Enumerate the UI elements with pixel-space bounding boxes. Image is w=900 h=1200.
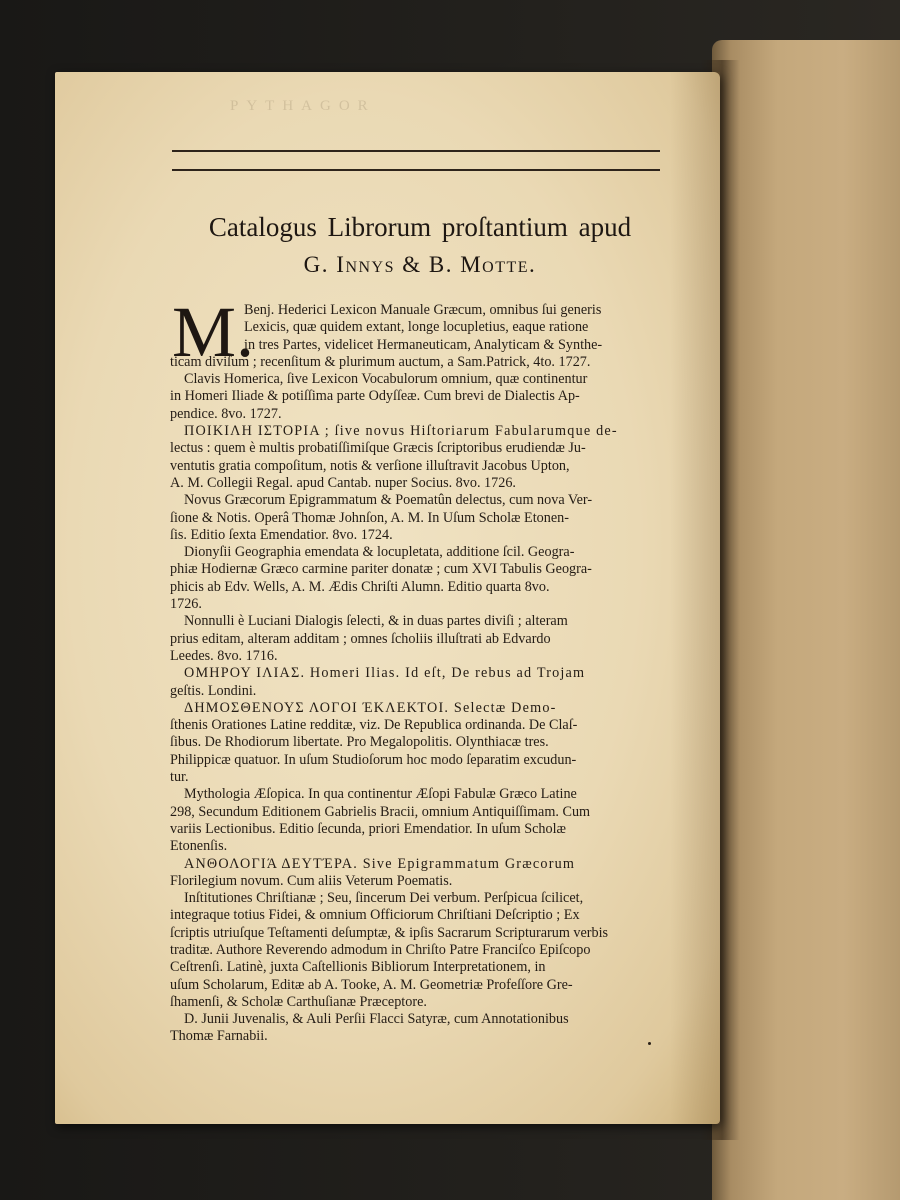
ink-speck — [648, 1042, 651, 1045]
catalogue-line: geſtis. Londini. — [170, 682, 257, 699]
catalogue-line: ΠΟΙΚΙΛΗ ΙΣΤΟΡΙΑ ; ſive novus Hiſtoriarum Fabularumque de- — [184, 423, 618, 440]
catalogue-line: 298, Secundum Editionem Gabrielis Bracii, omnium Antiquiſſimam. Cum — [170, 803, 591, 820]
catalogue-line: Novus Græcorum Epigrammatum & Poematûn delectus, cum nova Ver- — [184, 492, 593, 509]
catalogue-line: Dionyſii Geographia emendata & locupletata, additione ſcil. Geogra- — [184, 544, 575, 561]
catalogue-line: Inſtitutiones Chriſtianæ ; Seu, ſincerum Dei verbum. Perſpicua ſcilicet, — [184, 890, 584, 907]
catalogue-line: Clavis Homerica, ſive Lexicon Vocabulorum omnium, quæ continentur — [184, 371, 588, 388]
catalogue-line: uſum Scholarum, Editæ ab A. Tooke, A. M. Geometriæ Profeſſore Gre- — [170, 976, 573, 993]
catalogue-line: Mythologia Æſopica. In qua continentur Æſopi Fabulæ Græco Latine — [184, 786, 577, 803]
catalogue-line: ΟΜΗΡΟΥ ΙΛΙΑΣ. Homeri Ilias. Id eſt, De rebus ad Trojam — [184, 665, 586, 682]
catalogue-line: Etonenſis. — [170, 838, 228, 855]
catalogue-body — [170, 292, 678, 1046]
catalogue-line: A. M. Collegii Regal. apud Cantab. nuper Socius. 8vo. 1726. — [170, 474, 516, 491]
catalogue-line: in tres Partes, videlicet Hermaneuticam, Analyticam & Synthe- — [244, 336, 603, 353]
catalogue-line: phicis ab Edv. Wells, A. M. Ædis Chriſti Alumn. Editio quarta 8vo. — [170, 578, 550, 595]
catalogue-line: ſibus. De Rhodiorum libertate. Pro Megalopolitis. Olynthiacæ tres. — [170, 734, 549, 751]
catalogue-line: ſis. Editio ſexta Emendatior. 8vo. 1724. — [170, 526, 393, 543]
catalogue-line: Philippicæ quatuor. In uſum Studioſorum hoc modo ſeparatim excudun- — [170, 751, 577, 768]
catalogue-title: Catalogus Librorum proſtantium apud — [208, 212, 632, 242]
catalogue-line: 1726. — [170, 596, 202, 613]
catalogue-line: Lexicis, quæ quidem extant, longe locupletius, eaque ratione — [244, 319, 589, 336]
catalogue-line: pendice. 8vo. 1727. — [170, 405, 282, 422]
catalogue-line: ticam diviſum ; recenſitum & plurimum auctum, a Sam.Patrick, 4to. 1727. — [170, 353, 591, 370]
catalogue-line: Florilegium novum. Cum aliis Veterum Poematis. — [170, 872, 453, 889]
catalogue-line: tur. — [170, 769, 189, 786]
catalogue-line: ventutis gratia compoſitum, notis & verſione illuſtravit Jacobus Upton, — [170, 457, 570, 474]
catalogue-line: Nonnulli è Luciani Dialogis ſelecti, & in duas partes diviſi ; alteram — [184, 613, 568, 630]
catalogue-line: ΑΝΘΟΛΟΓΙΆ ΔΕΥΤΈΡΑ. Sive Epigrammatum Græcorum — [184, 855, 576, 872]
catalogue-line: Thomæ Farnabii. — [170, 1028, 268, 1045]
catalogue-line: prius editam, alteram additam ; omnes ſcholiis illuſtrati ab Edvardo — [170, 630, 551, 647]
catalogue-line: Ceſtrenſi. Latinè, juxta Caſtellionis Bibliorum Interpretationem, in — [170, 959, 546, 976]
drop-cap: M. — [172, 292, 255, 372]
catalogue-line: ſione & Notis. Operâ Thomæ Johnſon, A. M. In Uſum Scholæ Etonen- — [170, 509, 569, 526]
catalogue-line: variis Lectionibus. Editio ſecunda, priori Emendatior. In uſum Scholæ — [170, 820, 566, 837]
catalogue-line: lectus : quem è multis probatiſſimiſque Græcis ſcriptoribus erudiendæ Ju- — [170, 440, 586, 457]
catalogue-line: Leedes. 8vo. 1716. — [170, 647, 278, 664]
catalogue-line: ΔΗΜΟΣΘΕΝΟΥΣ ΛΟΓΟΙ ΈΚΛΕΚΤΟΙ. Selectæ Demo- — [184, 699, 557, 716]
header-rule-secondary — [172, 169, 660, 171]
catalogue-line: traditæ. Authore Reverendo admodum in Chriſto Patre Franciſco Epiſcopo — [170, 941, 591, 958]
catalogue-line: ſthenis Orationes Latine redditæ, viz. De Republica ordinanda. De Claſ- — [170, 717, 578, 734]
facing-page-edge — [712, 40, 900, 1200]
catalogue-line: ſhamenſi, & Scholæ Carthuſianæ Præceptore. — [170, 993, 427, 1010]
catalogue-line: D. Junii Juvenalis, & Auli Perſii Flacci Satyræ, cum Annotationibus — [184, 1011, 569, 1028]
header-rule — [172, 150, 660, 152]
bleed-through-text: PYTHAGOR — [230, 98, 376, 114]
catalogue-line: phiæ Hodiernæ Græco carmine pariter donatæ ; cum XVI Tabulis Geogra- — [170, 561, 592, 578]
publisher-line: G. Innys & B. Motte. — [303, 252, 537, 277]
catalogue-line: ſcriptis utriuſque Teſtamenti deſumptæ, & ipſis Sacrarum Scripturarum verbis — [170, 924, 609, 941]
catalogue-line: integraque totius Fidei, & omnium Officiorum Chriſtiani Deſcriptio ; Ex — [170, 907, 580, 924]
catalogue-line: in Homeri Iliade & potiſſima parte Odyſſeæ. Cum brevi de Dialectis Ap- — [170, 388, 580, 405]
catalogue-line: Benj. Hederici Lexicon Manuale Græcum, omnibus ſui generis — [244, 302, 602, 318]
